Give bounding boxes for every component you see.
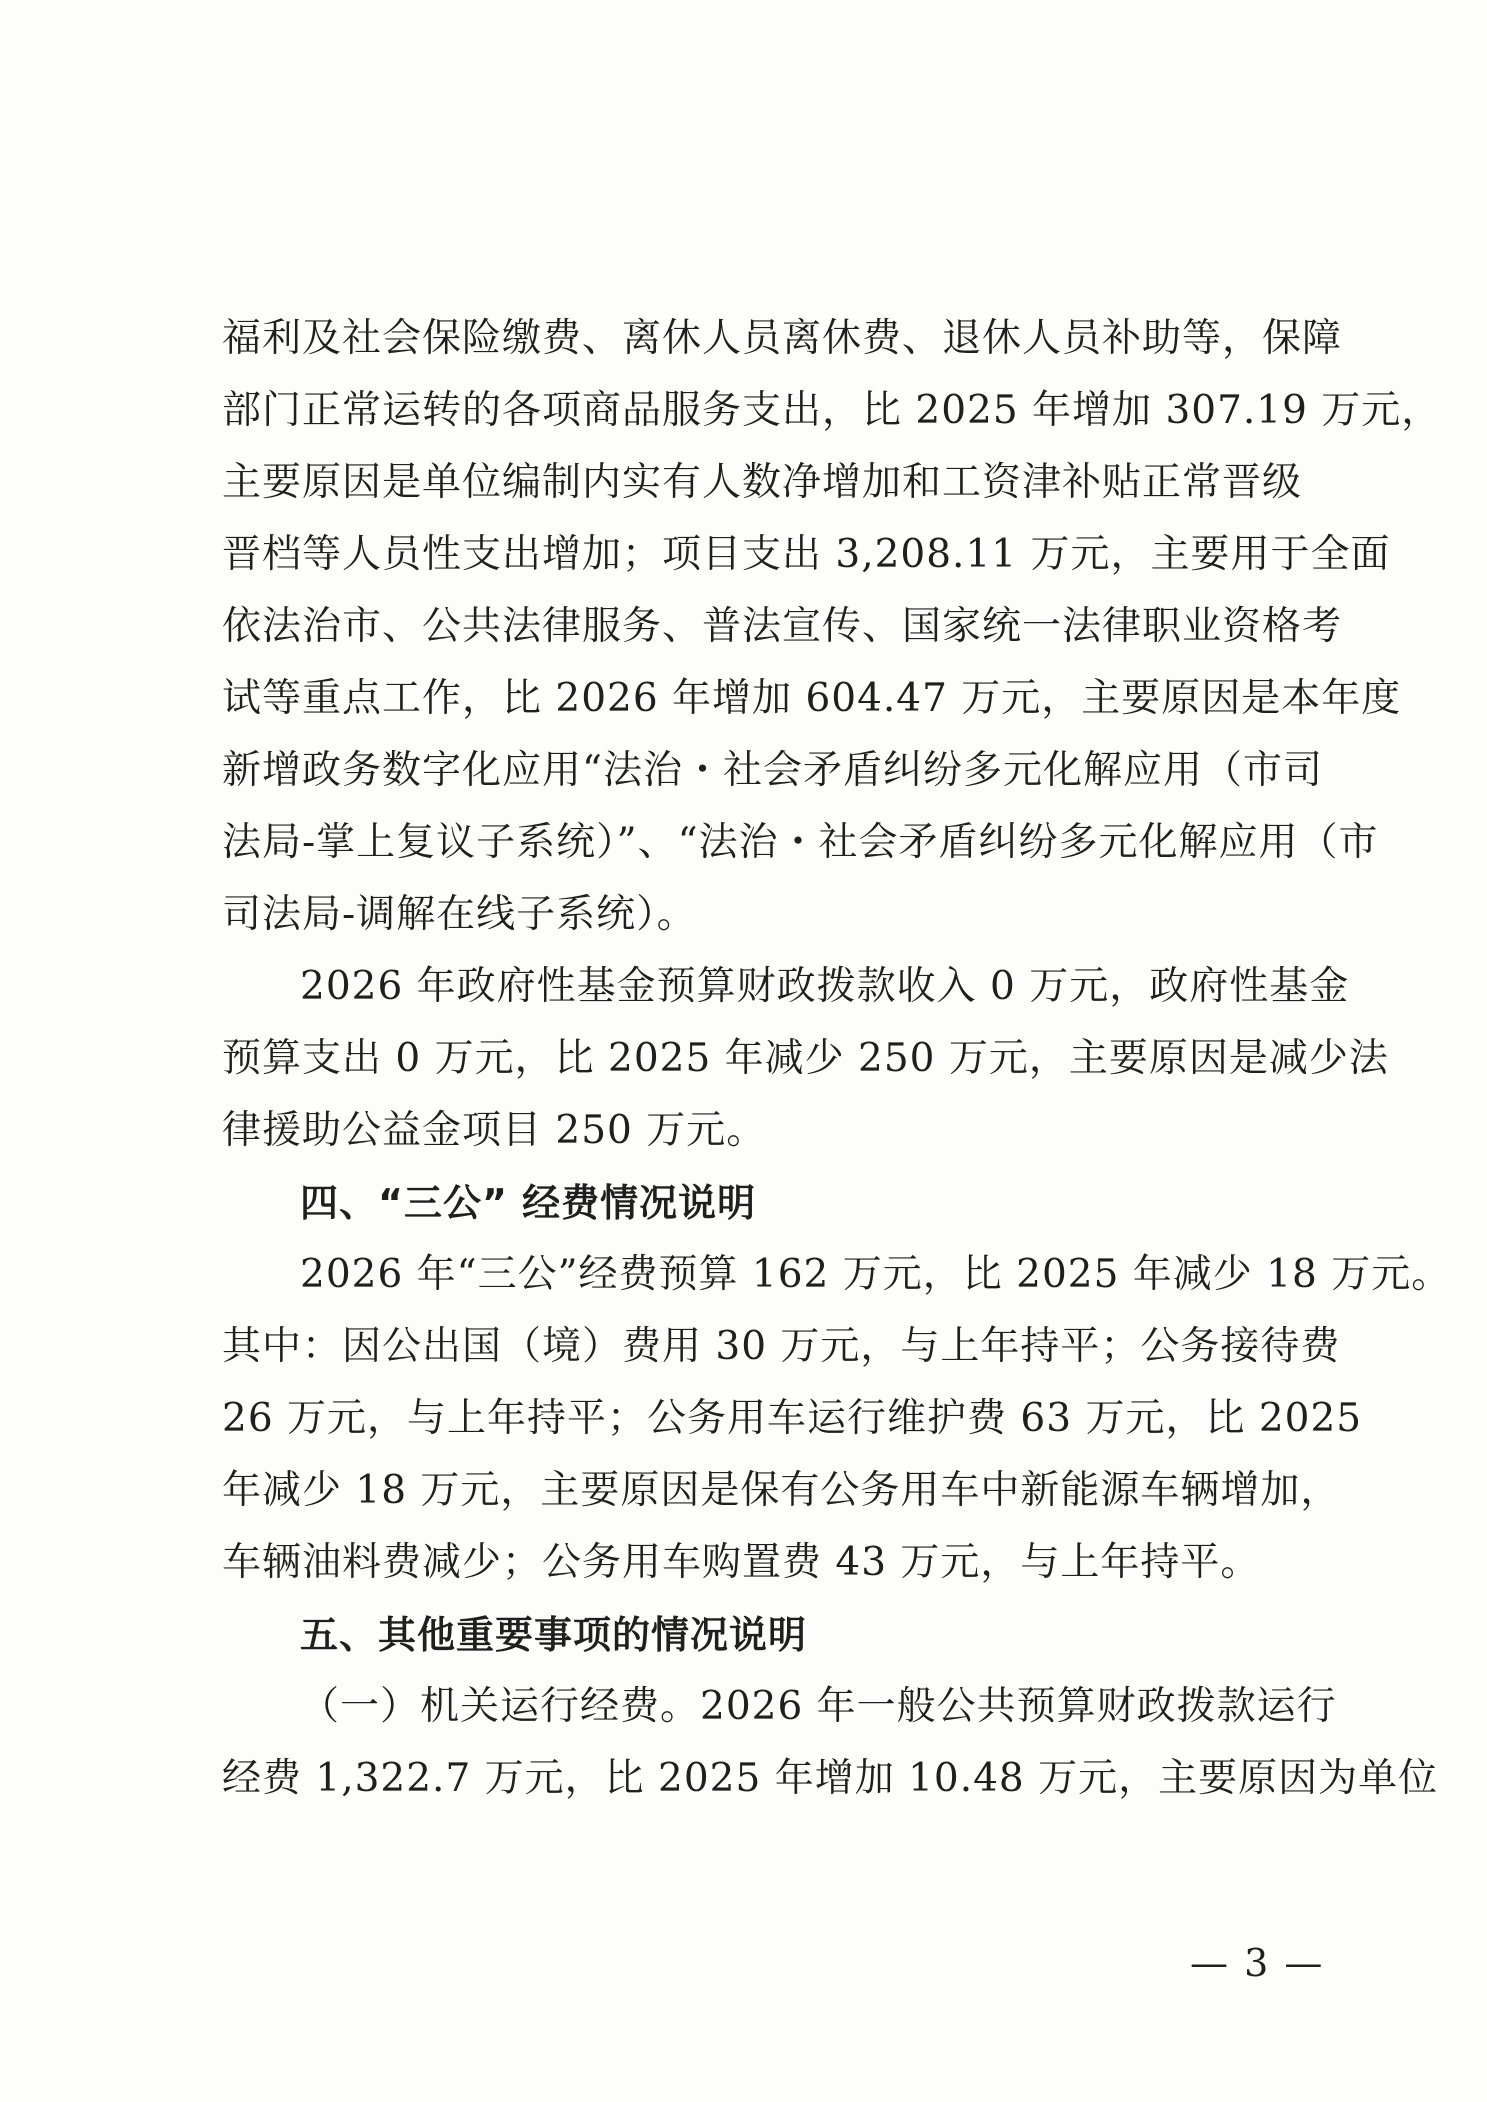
text-line: 经费 1,322.7 万元，比 2025 年增加 10.48 万元，主要原因为单位 (222, 1756, 1439, 1801)
text-line: 晋档等人员性支出增加；项目支出 3,208.11 万元，主要用于全面 (222, 532, 1391, 577)
text-line: 福利及社会保险缴费、离休人员离休费、退休人员补助等，保障 (222, 316, 1343, 361)
paragraph-operating-expenses (222, 1671, 1439, 1815)
document-body (222, 303, 1452, 1815)
text-line: 主要原因是单位编制内实有人数净增加和工资津补贴正常晋级 (222, 460, 1303, 505)
text-line: 法局-掌上复议子系统）”、“法治・社会矛盾纠纷多元化解应用（市 (222, 820, 1379, 865)
text-line: 车辆油料费减少；公务用车购置费 43 万元，与上年持平。 (222, 1540, 1261, 1585)
text-line: 其中：因公出国（境）费用 30 万元，与上年持平；公务接待费 (222, 1324, 1341, 1369)
paragraph-government-fund (222, 951, 1389, 1167)
text-line: 26 万元，与上年持平；公务用车运行维护费 63 万元，比 2025 (222, 1396, 1363, 1441)
text-line: 2026 年政府性基金预算财政拨款收入 0 万元，政府性基金 (300, 964, 1350, 1009)
paragraph-three-public-expenses (222, 1239, 1452, 1599)
text-line: 新增政务数字化应用“法治・社会矛盾纠纷多元化解应用（市司 (222, 748, 1323, 793)
section-heading-three-public: 四、“三公” 经费情况说明 (300, 1181, 757, 1225)
text-line: 律援助公益金项目 250 万元。 (222, 1108, 767, 1153)
text-line: 司法局-调解在线子系统）。 (222, 892, 697, 937)
paragraph-expenditure-details (222, 303, 1442, 951)
text-line: （一）机关运行经费。2026 年一般公共预算财政拨款运行 (300, 1684, 1337, 1729)
text-line: 试等重点工作，比 2026 年增加 604.47 万元，主要原因是本年度 (222, 676, 1402, 721)
text-line: 2026 年“三公”经费预算 162 万元，比 2025 年减少 18 万元。 (300, 1252, 1452, 1297)
section-heading-other-matters: 五、其他重要事项的情况说明 (300, 1613, 808, 1657)
text-line: 预算支出 0 万元，比 2025 年减少 250 万元，主要原因是减少法 (222, 1036, 1389, 1081)
page-number: — 3 — (1190, 1941, 1325, 1985)
text-line: 依法治市、公共法律服务、普法宣传、国家统一法律职业资格考 (222, 604, 1343, 649)
text-line: 年减少 18 万元，主要原因是保有公务用车中新能源车辆增加， (222, 1468, 1341, 1513)
text-line: 部门正常运转的各项商品服务支出，比 2025 年增加 307.19 万元， (222, 388, 1442, 433)
